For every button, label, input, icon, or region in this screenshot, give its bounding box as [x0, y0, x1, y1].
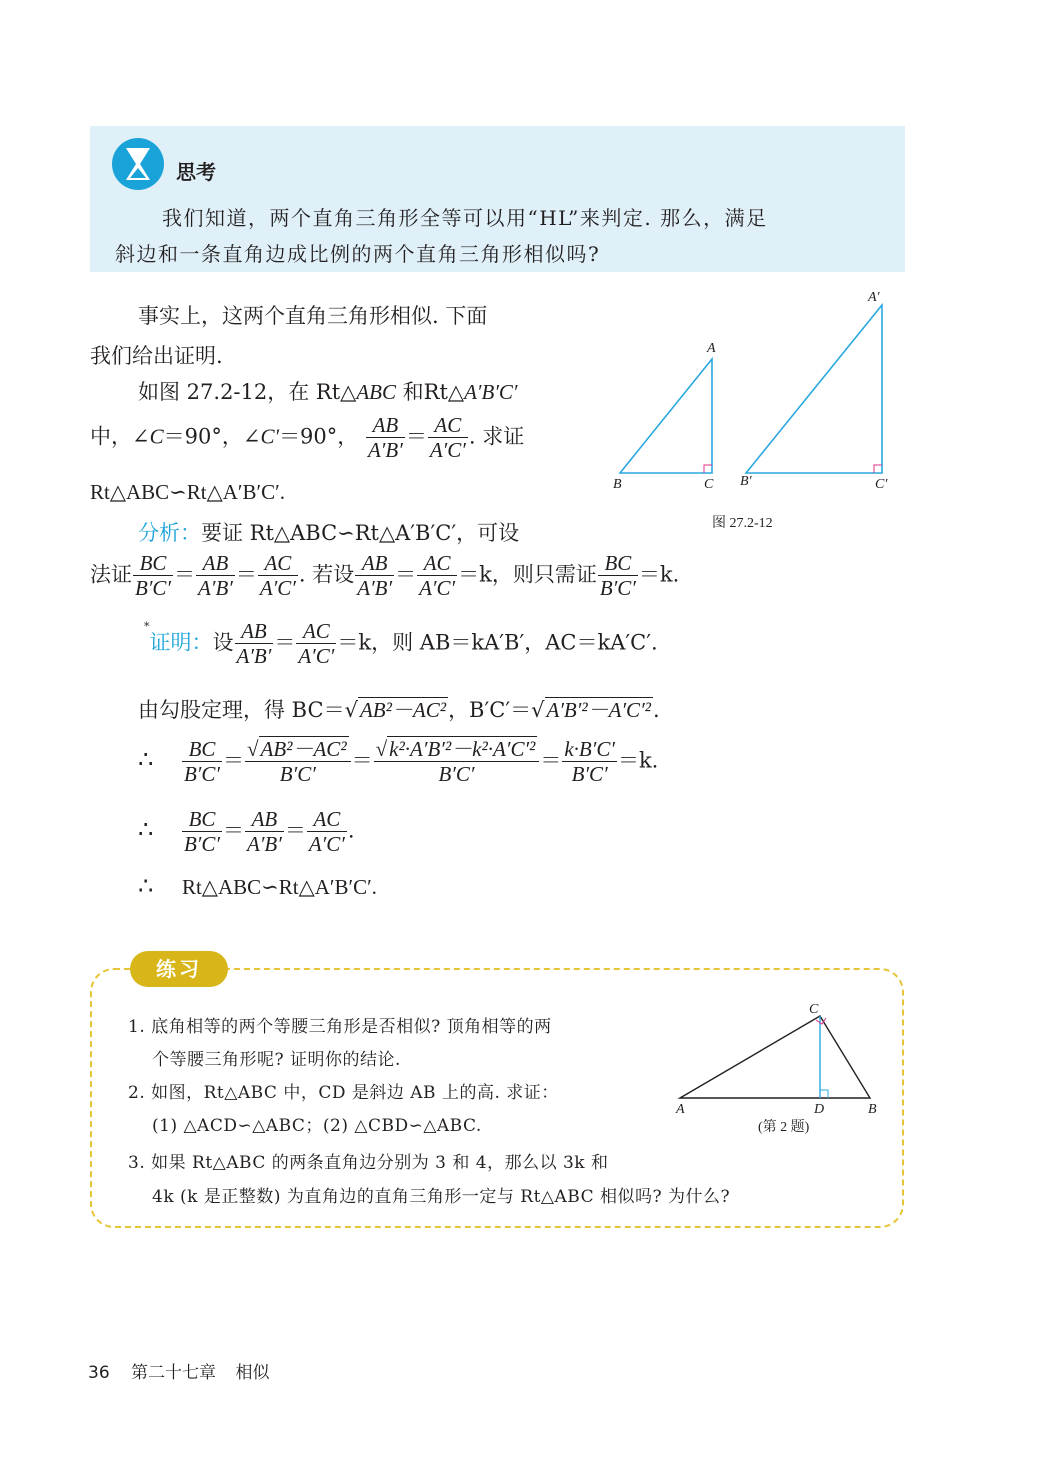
practice-tab: 练习: [130, 951, 228, 987]
exercise-3-line-1: 3. 如果 Rt△ABC 的两条直角边分别为 3 和 4，那么以 3k 和: [128, 1153, 609, 1173]
exercise-2-line-1: 2. 如图，Rt△ABC 中，CD 是斜边 AB 上的高. 求证：: [128, 1083, 559, 1103]
chapter-title: 第二十七章: [131, 1363, 217, 1383]
analysis-line-2: 法证 $\frac{BC}{B'C'}$ ＝ $\frac{AB}{A'B'}$ ＝ $\frac{AC}{A'C'}$ . 若设 $\frac{AB}{A'B'}$ ＝ $\frac{AC}{A'C'}$ ＝k，则只需证 $\frac{BC}{B'C'}$ ＝k.: [90, 551, 680, 601]
fig2-caption: (第 2 题): [758, 1120, 810, 1135]
given-line-2: 中，∠C＝90°，∠C′＝90°， $\frac{AB}{A'B'}$ ＝ $\frac{AC}{A'C'}$ . 求证: [90, 413, 525, 463]
fig1-caption: 图 27.2-12: [712, 516, 773, 531]
exercise-2-line-2: (1) △ACD∽△ABC；(2) △CBD∽△ABC.: [152, 1116, 482, 1136]
right-angle-mark-c-prime: [874, 465, 882, 473]
fig2-label-d: D: [814, 1102, 825, 1117]
analysis-line-1: 分析：要证 Rt△ABC∽Rt△A′B′C′，可设: [138, 521, 520, 545]
intro-line-2: 我们给出证明.: [90, 344, 223, 368]
exercise-1-line-2: 个等腰三角形呢? 证明你的结论.: [152, 1050, 401, 1070]
think-title: 思考: [176, 160, 216, 184]
proof-line-1: *证明：设 $\frac{AB}{A'B'}$ ＝ $\frac{AC}{A'C'}$ ＝k，则 AB＝kA′B′，AC＝kA′C′.: [144, 619, 658, 669]
proof-line-2: 由勾股定理，得 BC＝√AB²－AC²，B′C′＝√A′B′²－A′C′².: [138, 698, 660, 722]
exercise-3-line-2: 4k (k 是正整数) 为直角边的直角三角形一定与 Rt△ABC 相似吗? 为什么?: [152, 1187, 731, 1207]
triangle-abc: [620, 359, 712, 473]
proof-line-4: ∴ $\frac{BC}{B'C'}$ ＝ $\frac{AB}{A'B'}$ ＝ $\frac{AC}{A'C'}$ .: [138, 807, 355, 857]
intro-line-1: 事实上，这两个直角三角形相似. 下面: [138, 304, 488, 328]
fig1-label-c: C: [704, 477, 714, 492]
proof-line-3: ∴ $\frac{BC}{B'C'}$ ＝ $\frac{\text{√AB²－AC²}}{B'C'}$ ＝ $\frac{\text{√k²·A′B′²－k²·A′C′²}}{B'C'}$ ＝ $\frac{k\cdot B'C'}{B'C'}$ ＝k.: [138, 737, 659, 787]
proof-line-5: ∴ Rt△ABC∽Rt△A′B′C′.: [138, 872, 377, 900]
fig2-label-b: B: [868, 1102, 877, 1117]
fig1-label-b-prime: B′: [740, 474, 752, 489]
figure-exercise-2: [670, 1000, 890, 1110]
proof-label: 证明：: [149, 630, 213, 655]
think-line-2: 斜边和一条直角边成比例的两个直角三角形相似吗?: [115, 242, 601, 266]
triangle-abc-prime: [746, 305, 882, 473]
triangle-acb: [680, 1016, 870, 1098]
hourglass-icon: [110, 136, 166, 192]
figure-27-2-12: [600, 285, 910, 505]
fig1-label-a-prime: A′: [868, 290, 880, 305]
right-angle-mark-d: [820, 1090, 828, 1098]
given-line-3: Rt△ABC∽Rt△A′B′C′.: [90, 480, 285, 504]
fig2-label-c: C: [809, 1002, 819, 1017]
page-footer: [88, 1358, 269, 1383]
given-line-1: 如图 27.2-12，在 Rt△ABC 和Rt△A′B′C′: [138, 380, 518, 404]
fig1-label-c-prime: C′: [875, 477, 888, 492]
topic-title: 相似: [235, 1363, 270, 1383]
exercise-1-line-1: 1. 底角相等的两个等腰三角形是否相似? 顶角相等的两: [128, 1017, 552, 1037]
fig1-label-a: A: [707, 341, 716, 356]
fig1-label-b: B: [613, 477, 622, 492]
analysis-label: 分析：: [138, 521, 201, 545]
page-number: 36: [88, 1363, 110, 1383]
fig2-label-a: A: [676, 1102, 685, 1117]
right-angle-mark-c: [704, 465, 712, 473]
think-line-1: 我们知道，两个直角三角形全等可以用“HL”来判定. 那么，满足: [162, 206, 768, 230]
